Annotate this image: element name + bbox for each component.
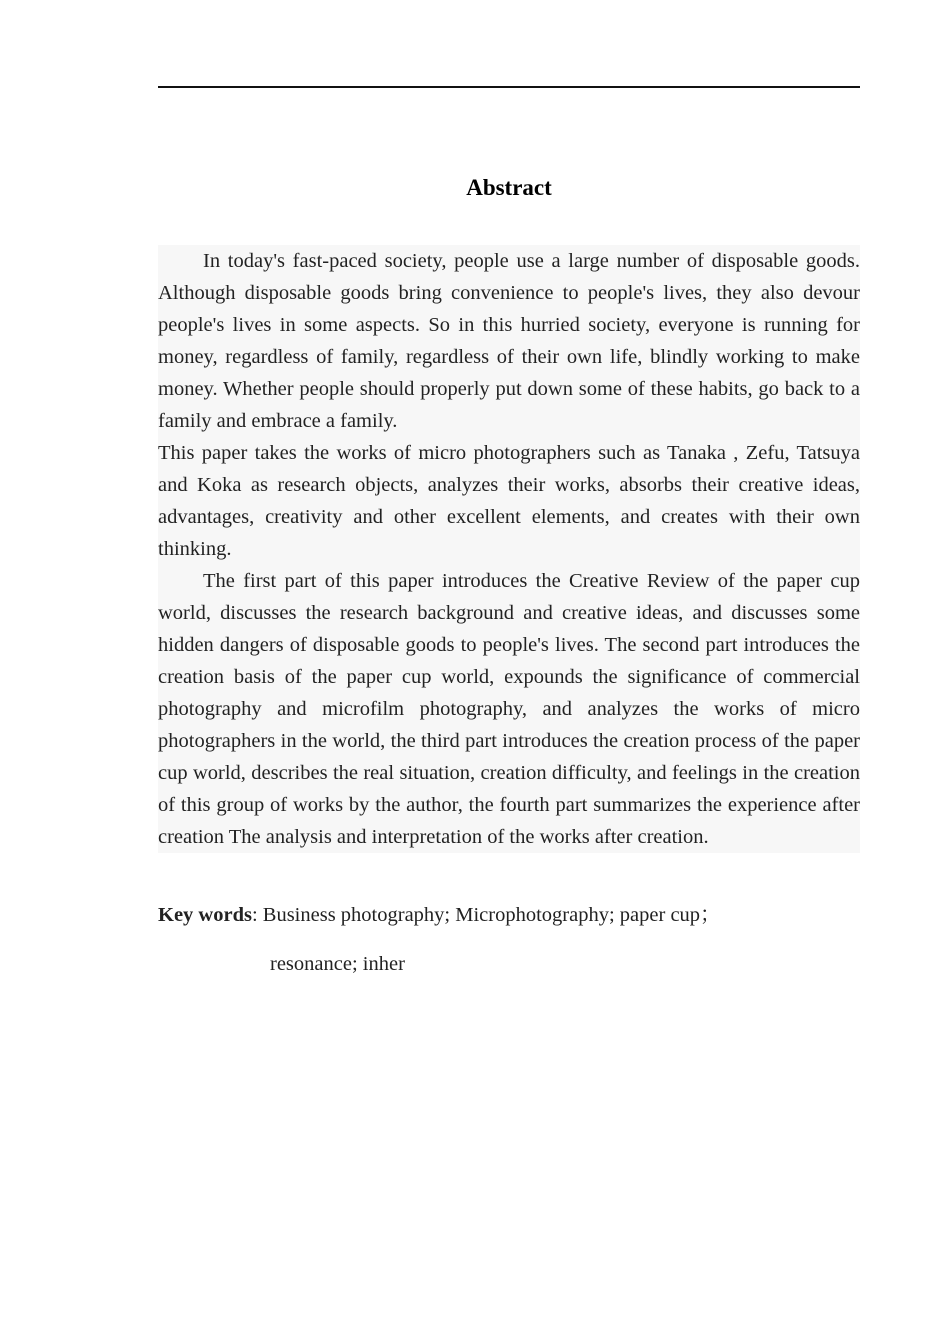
abstract-paragraph-3: The first part of this paper introduces the Creative Review of the paper cup world, discusses the research background and creative ideas, and discusses some hidden dangers of disposable goods to people's lives. The second part introduces the creation basis of the paper cup world, expounds the significance of commercial photography and microfilm photography, and analyzes the works of micro photographers in the world, the third part introduces the creation process of the paper cup world, describes the real situation, creation difficulty, and feelings in the creation of this group of works by the author, the fourth part summarizes the experience after creation The analysis and interpretation of the works after creation. — [158, 570, 860, 848]
keywords-line — [158, 899, 860, 931]
abstract-body — [158, 245, 860, 853]
abstract-paragraph-1: In today's fast-paced society, people use a large number of disposable goods. Although disposable goods bring convenience to people's lives, they also devour people's lives in some aspects. So in this hurried society, everyone is running for money, regardless of family, regardless of their own life, blindly working to make money. Whether people should properly put down some of these habits, go back to a family and embrace a family. — [158, 250, 860, 432]
header-rule — [158, 86, 860, 88]
keywords-label: Key words — [158, 904, 252, 926]
keywords-continuation: resonance; inher — [270, 953, 405, 975]
keywords-list: Business photography; Microphotography; paper cup； — [262, 904, 721, 926]
abstract-title: Abstract — [466, 175, 552, 200]
keywords-separator: : — [251, 904, 263, 926]
abstract-paragraph-2: This paper takes the works of micro photographers such as Tanaka , Zefu, Tatsuya and Koka as research objects, analyzes their works, absorbs their creative ideas, advantages, creativity and other excellent elements, and creates with their own thinking. — [158, 442, 860, 560]
